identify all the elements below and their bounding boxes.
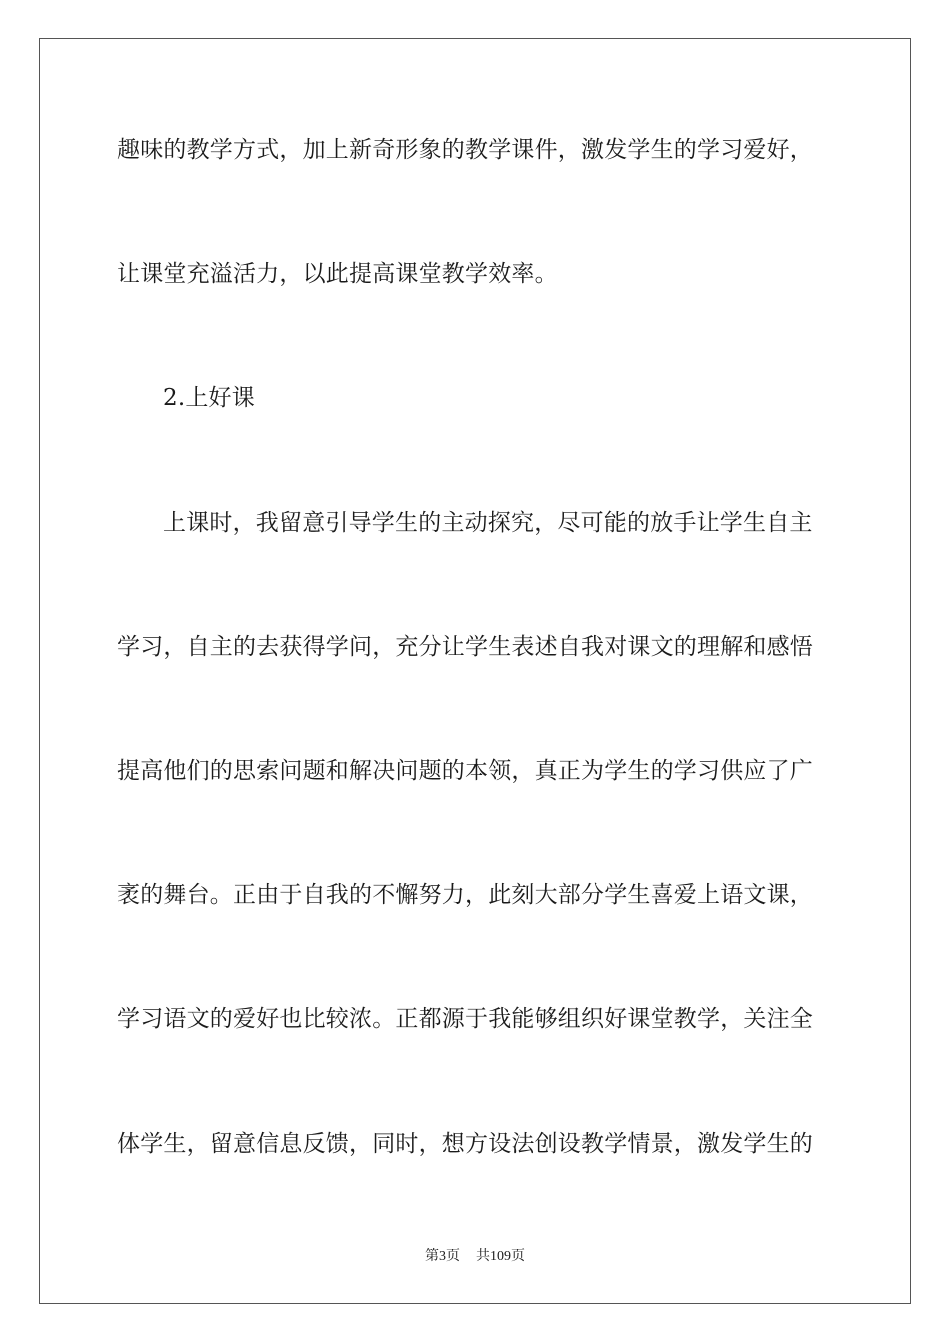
body-line-8: 体学生，留意信息反馈，同时，想方设法创设教学情景，激发学生的 <box>117 1131 813 1157</box>
body-line-1: 趣味的教学方式，加上新奇形象的教学课件，激发学生的学习爱好， <box>117 137 813 163</box>
body-line-6: 袤的舞台。正由于自我的不懈努力，此刻大部分学生喜爱上语文课， <box>117 882 813 908</box>
page-border <box>39 38 911 1304</box>
body-line-5: 提高他们的思索问题和解决问题的本领，真正为学生的学习供应了广 <box>117 758 813 784</box>
section-heading: 2.上好课 <box>163 385 255 411</box>
total-pages: 共109页 <box>476 1249 525 1264</box>
page-number: 第3页 <box>425 1249 460 1264</box>
body-line-4: 学习，自主的去获得学问，充分让学生表述自我对课文的理解和感悟 <box>117 634 813 660</box>
body-line-2: 让课堂充溢活力，以此提高课堂教学效率。 <box>117 261 558 287</box>
page-footer <box>0 1247 950 1267</box>
body-line-3: 上课时，我留意引导学生的主动探究，尽可能的放手让学生自主 <box>163 510 813 536</box>
body-line-7: 学习语文的爱好也比较浓。正都源于我能够组织好课堂教学，关注全 <box>117 1006 813 1032</box>
